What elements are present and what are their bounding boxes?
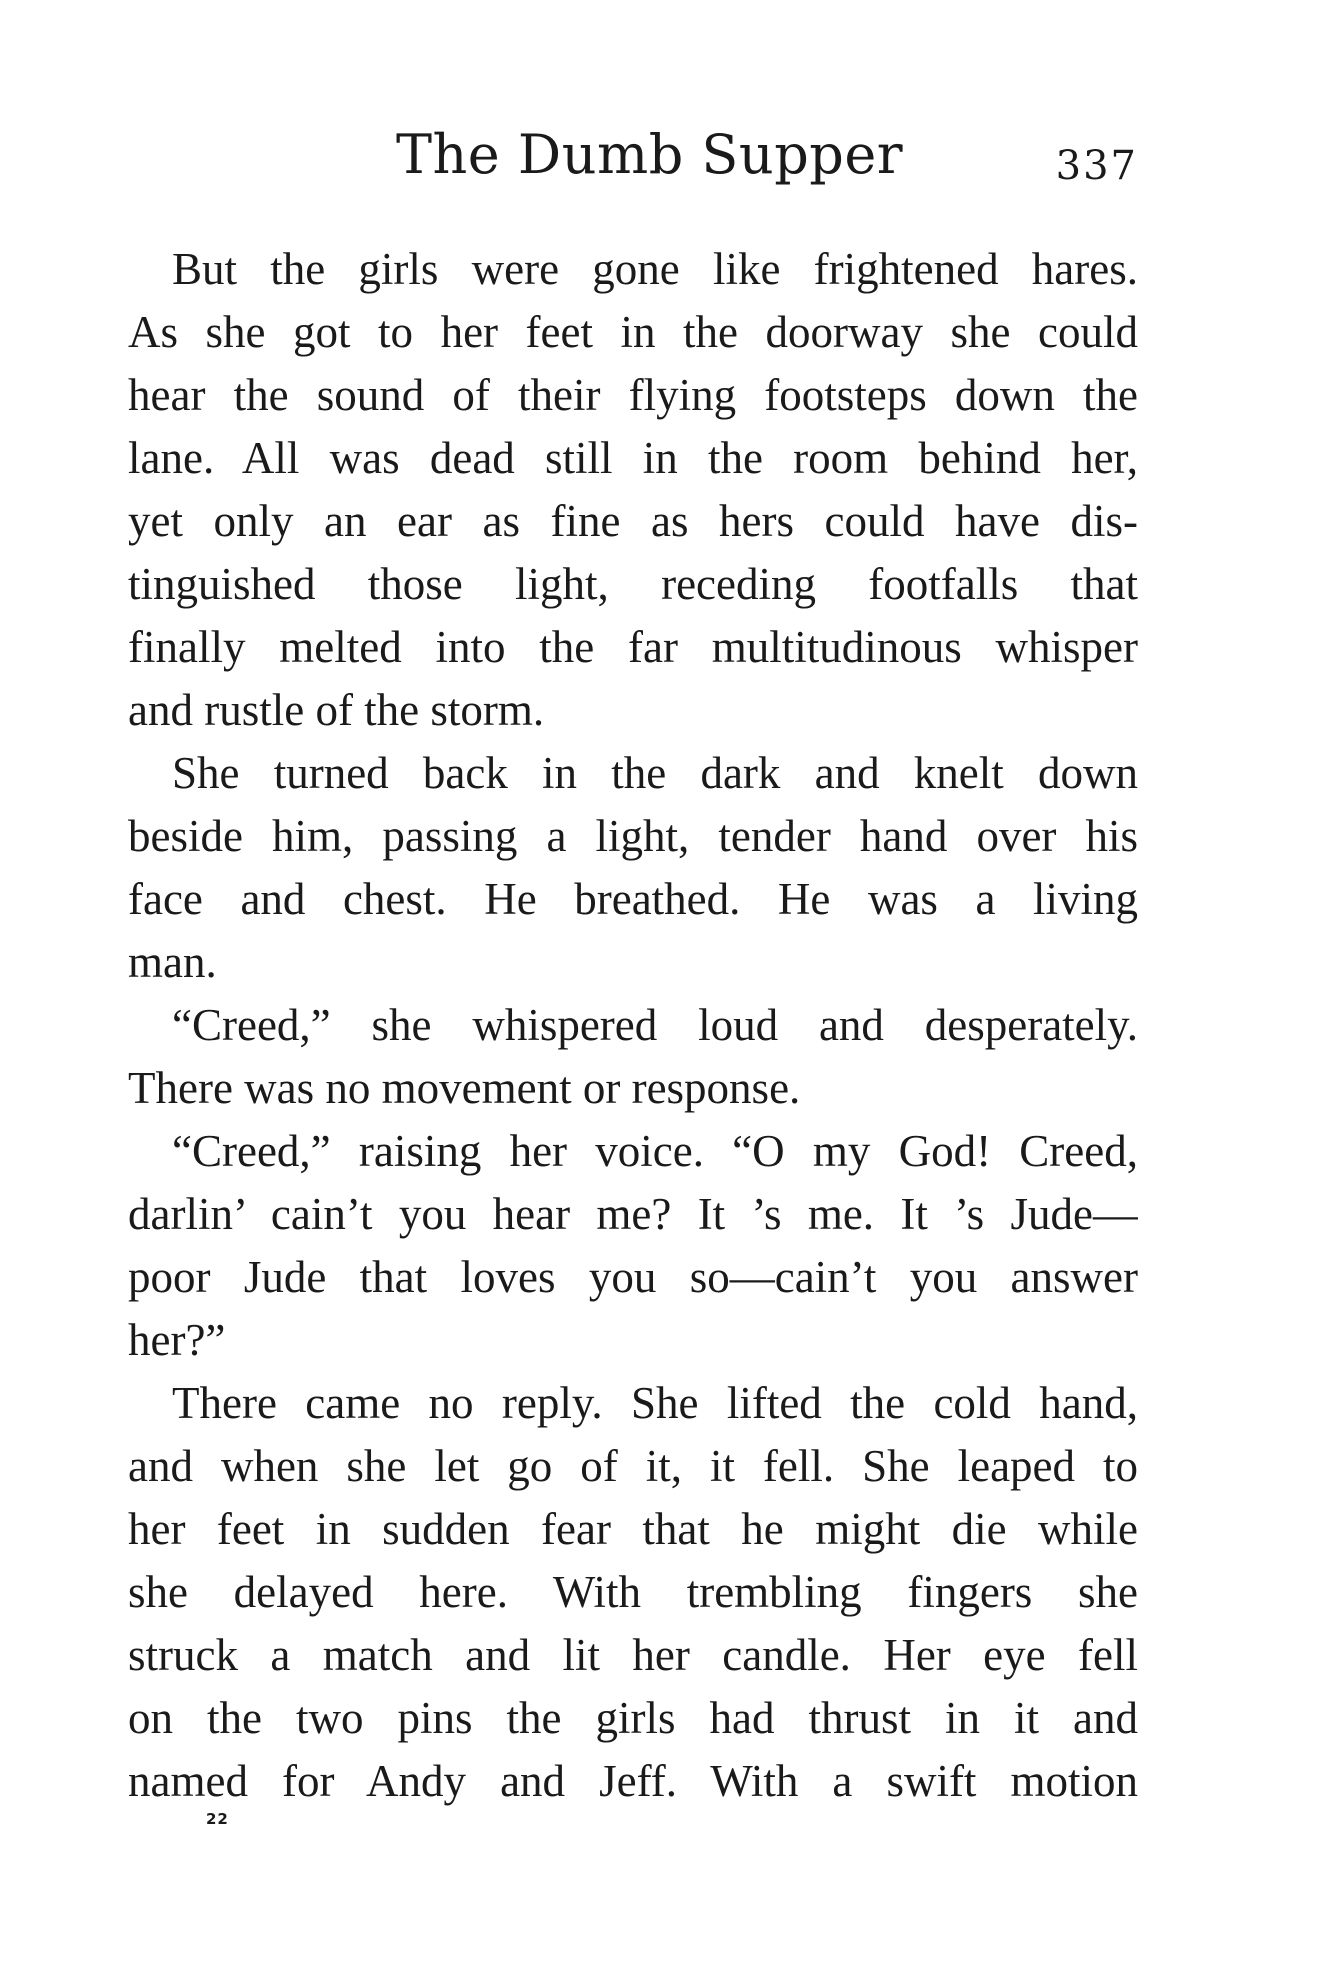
text-line: on the two pins the girls had thrust in it and <box>128 1693 1138 1743</box>
text-line: and rustle of the storm. <box>128 685 545 735</box>
text-line: poor Jude that loves you so—cain’t you answer <box>128 1252 1138 1302</box>
text-line: face and chest. He breathed. He was a living <box>128 874 1138 924</box>
text-line: named for Andy and Jeff. With a swift motion <box>128 1756 1138 1806</box>
body-text <box>128 238 1138 1813</box>
text-line: She turned back in the dark and knelt down <box>172 748 1138 798</box>
chapter-title: The Dumb Supper <box>396 123 904 186</box>
text-line: yet only an ear as fine as hers could have dis- <box>128 496 1138 546</box>
text-line: But the girls were gone like frightened hares. <box>172 244 1138 294</box>
text-line: struck a match and lit her candle. Her eye fell <box>128 1630 1138 1680</box>
text-line: finally melted into the far multitudinous whisper <box>128 622 1138 672</box>
running-head <box>128 123 1138 200</box>
text-line: and when she let go of it, it fell. She leaped to <box>128 1441 1138 1491</box>
text-line: her feet in sudden fear that he might die while <box>128 1504 1138 1554</box>
page-number: 337 <box>1055 143 1138 189</box>
text-line: tinguished those light, receding footfalls that <box>128 559 1138 609</box>
text-line: There was no movement or response. <box>128 1063 801 1113</box>
text-line: As she got to her feet in the doorway she could <box>128 307 1138 357</box>
text-line: There came no reply. She lifted the cold hand, <box>172 1378 1138 1428</box>
text-line: beside him, passing a light, tender hand over his <box>128 811 1138 861</box>
signature-mark: 22 <box>206 1810 229 1828</box>
text-line: “Creed,” raising her voice. “O my God! Creed, <box>172 1126 1138 1176</box>
text-line: darlin’ cain’t you hear me? It ’s me. It ’s Jude— <box>128 1189 1138 1239</box>
text-line: lane. All was dead still in the room behind her, <box>128 433 1138 483</box>
text-line: hear the sound of their flying footsteps down the <box>128 370 1138 420</box>
text-line: man. <box>128 937 217 987</box>
text-line: “Creed,” she whispered loud and desperately. <box>172 1000 1138 1050</box>
text-line: her?” <box>128 1315 226 1365</box>
text-line: she delayed here. With trembling fingers she <box>128 1567 1138 1617</box>
